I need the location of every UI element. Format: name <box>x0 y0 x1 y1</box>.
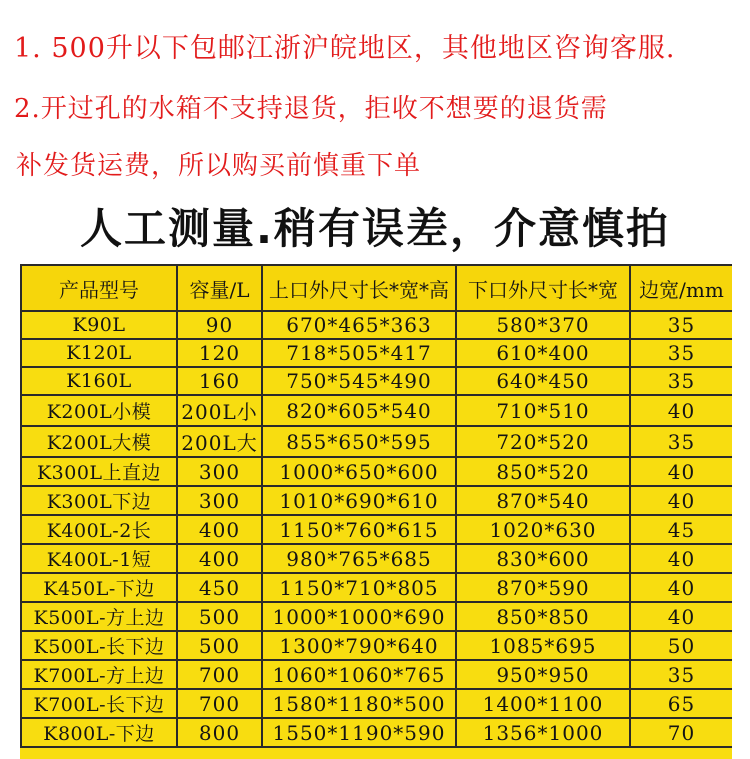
cell-bottom-dimensions: 870*590 <box>456 573 630 602</box>
header-top-dimensions: 上口外尺寸长*宽*高 <box>262 265 456 311</box>
spec-table <box>20 264 732 748</box>
cell-model: K700L-长下边 <box>21 689 177 718</box>
cell-bottom-dimensions: 1400*1100 <box>456 689 630 718</box>
header-rim-width: 边宽/mm <box>630 265 732 311</box>
cell-capacity: 800 <box>177 718 262 747</box>
table-row <box>21 311 732 339</box>
table-row <box>21 718 732 747</box>
cell-rim-width: 70 <box>630 718 732 747</box>
cell-model: K450L-下边 <box>21 573 177 602</box>
cell-rim-width: 35 <box>630 367 732 395</box>
cell-model: K800L-下边 <box>21 718 177 747</box>
cell-rim-width: 40 <box>630 544 732 573</box>
cell-top-dimensions: 980*765*685 <box>262 544 456 573</box>
cell-bottom-dimensions: 870*540 <box>456 486 630 515</box>
cell-top-dimensions: 718*505*417 <box>262 339 456 367</box>
cell-bottom-dimensions: 640*450 <box>456 367 630 395</box>
cell-capacity: 400 <box>177 544 262 573</box>
table-row <box>21 573 732 602</box>
cell-model: K400L-1短 <box>21 544 177 573</box>
cell-capacity: 200L小 <box>177 395 262 426</box>
cell-rim-width: 40 <box>630 395 732 426</box>
cell-model: K400L-2长 <box>21 515 177 544</box>
table-row <box>21 660 732 689</box>
table-row <box>21 544 732 573</box>
cell-top-dimensions: 670*465*363 <box>262 311 456 339</box>
table-row <box>21 367 732 395</box>
cell-capacity: 200L大 <box>177 426 262 457</box>
return-policy-note-continued: 补发货运费，所以购买前慎重下单 <box>16 151 422 181</box>
cell-top-dimensions: 1060*1060*765 <box>262 660 456 689</box>
cell-model: K300L下边 <box>21 486 177 515</box>
cell-top-dimensions: 1150*710*805 <box>262 573 456 602</box>
cell-capacity: 700 <box>177 660 262 689</box>
cell-rim-width: 35 <box>630 426 732 457</box>
cell-capacity: 500 <box>177 602 262 631</box>
cell-rim-width: 65 <box>630 689 732 718</box>
cell-model: K700L-方上边 <box>21 660 177 689</box>
cell-bottom-dimensions: 1085*695 <box>456 631 630 660</box>
cell-bottom-dimensions: 580*370 <box>456 311 630 339</box>
table-row <box>21 339 732 367</box>
cell-bottom-dimensions: 1020*630 <box>456 515 630 544</box>
cell-top-dimensions: 1010*690*610 <box>262 486 456 515</box>
cell-bottom-dimensions: 1356*1000 <box>456 718 630 747</box>
cell-capacity: 160 <box>177 367 262 395</box>
cell-capacity: 120 <box>177 339 262 367</box>
cell-bottom-dimensions: 830*600 <box>456 544 630 573</box>
cell-top-dimensions: 1000*1000*690 <box>262 602 456 631</box>
table-row <box>21 457 732 486</box>
cell-rim-width: 45 <box>630 515 732 544</box>
cell-top-dimensions: 1300*790*640 <box>262 631 456 660</box>
cell-top-dimensions: 750*545*490 <box>262 367 456 395</box>
cell-capacity: 300 <box>177 457 262 486</box>
table-row <box>21 689 732 718</box>
cell-bottom-dimensions: 720*520 <box>456 426 630 457</box>
table-row <box>21 631 732 660</box>
cell-capacity: 90 <box>177 311 262 339</box>
cell-top-dimensions: 1550*1190*590 <box>262 718 456 747</box>
cell-bottom-dimensions: 710*510 <box>456 395 630 426</box>
table-row <box>21 602 732 631</box>
cell-bottom-dimensions: 610*400 <box>456 339 630 367</box>
cell-capacity: 400 <box>177 515 262 544</box>
cell-top-dimensions: 1580*1180*500 <box>262 689 456 718</box>
cell-rim-width: 40 <box>630 602 732 631</box>
spec-table-container <box>20 264 732 759</box>
cell-capacity: 450 <box>177 573 262 602</box>
cell-rim-width: 35 <box>630 660 732 689</box>
table-row <box>21 395 732 426</box>
cell-capacity: 500 <box>177 631 262 660</box>
cell-top-dimensions: 1000*650*600 <box>262 457 456 486</box>
measurement-warning-headline: 人工测量.稍有误差，介意慎拍 <box>80 204 670 253</box>
cell-model: K90L <box>21 311 177 339</box>
header-bottom-dimensions: 下口外尺寸长*宽 <box>456 265 630 311</box>
cell-capacity: 300 <box>177 486 262 515</box>
table-row <box>21 515 732 544</box>
cell-top-dimensions: 820*605*540 <box>262 395 456 426</box>
cell-rim-width: 40 <box>630 486 732 515</box>
table-header-row <box>21 265 732 311</box>
cell-capacity: 700 <box>177 689 262 718</box>
cell-rim-width: 40 <box>630 457 732 486</box>
cell-bottom-dimensions: 950*950 <box>456 660 630 689</box>
cell-rim-width: 35 <box>630 339 732 367</box>
cell-top-dimensions: 1150*760*615 <box>262 515 456 544</box>
return-policy-note: 2.开过孔的水箱不支持退货，拒收不想要的退货需 <box>14 94 608 124</box>
table-row <box>21 426 732 457</box>
header-capacity: 容量/L <box>177 265 262 311</box>
cell-bottom-dimensions: 850*520 <box>456 457 630 486</box>
cell-rim-width: 50 <box>630 631 732 660</box>
cell-model: K160L <box>21 367 177 395</box>
table-row <box>21 486 732 515</box>
cell-model: K500L-长下边 <box>21 631 177 660</box>
cell-rim-width: 40 <box>630 573 732 602</box>
cell-model: K500L-方上边 <box>21 602 177 631</box>
shipping-note: 1. 500升以下包邮江浙沪皖地区，其他地区咨询客服. <box>14 33 676 64</box>
cell-rim-width: 35 <box>630 311 732 339</box>
cell-model: K300L上直边 <box>21 457 177 486</box>
cell-model: K120L <box>21 339 177 367</box>
cell-model: K200L小模 <box>21 395 177 426</box>
header-model: 产品型号 <box>21 265 177 311</box>
cell-model: K200L大模 <box>21 426 177 457</box>
cell-bottom-dimensions: 850*850 <box>456 602 630 631</box>
cell-top-dimensions: 855*650*595 <box>262 426 456 457</box>
